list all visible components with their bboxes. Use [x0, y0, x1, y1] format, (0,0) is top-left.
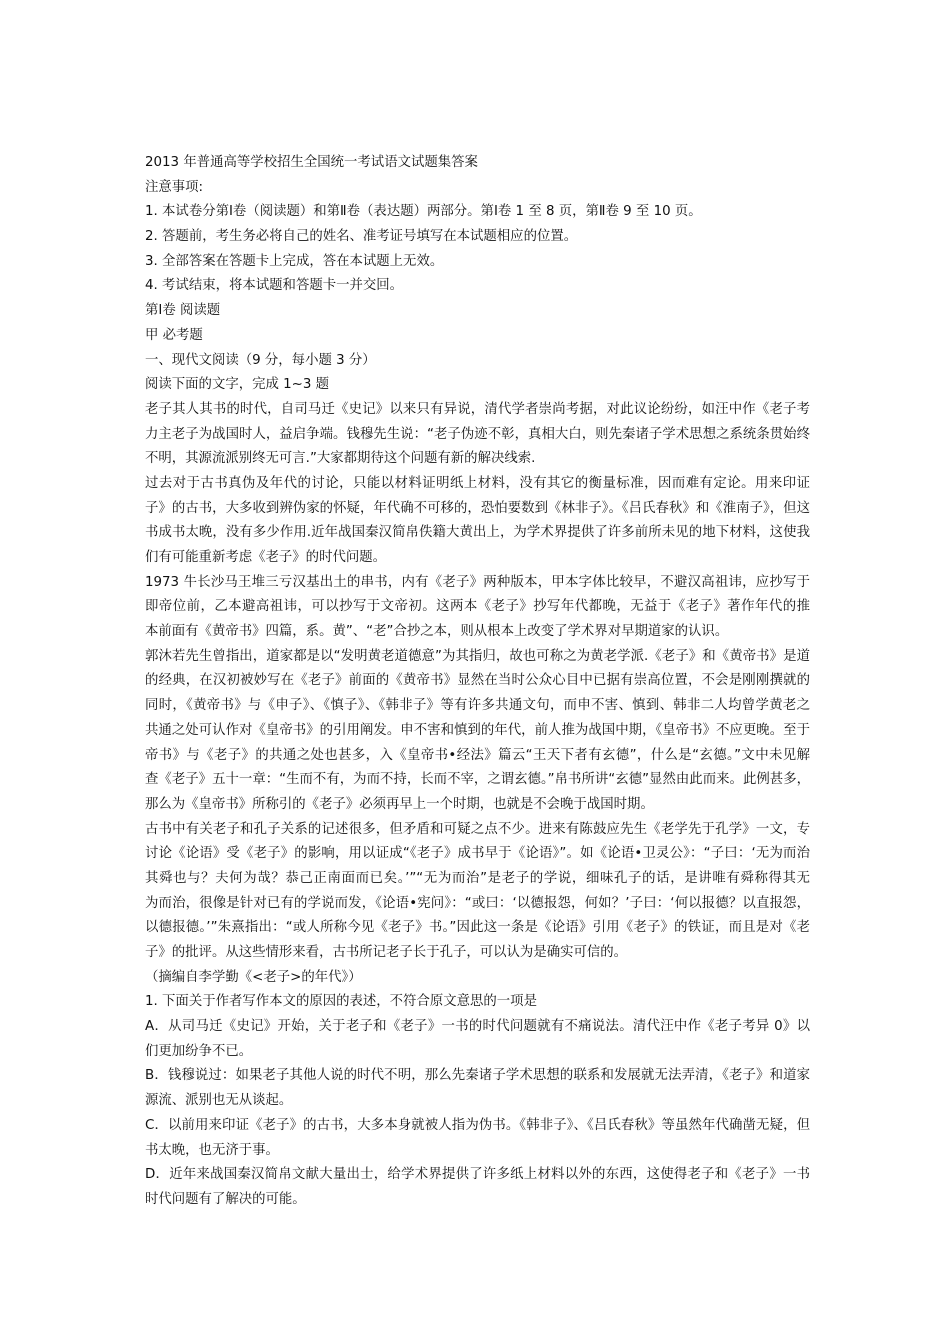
- text-line: 子》的古书，大多收到辨伪家的怀疑，年代确不可移的，恐怕要数到《林非子》。《吕氏春秋》和《淮南子》，但这: [145, 500, 810, 516]
- text-line: D．近年来战国秦汉简帛文献大量出士，给学术界提供了许多纸上材料以外的东西，这使得老子和《老子》一书: [145, 1167, 810, 1183]
- text-line: 书成书太晚，没有多少作用.近年战国秦汉简帛佚籍大黄出上，为学术界提供了许多前所未见的地下材料，这使我: [145, 525, 810, 541]
- text-line: 以德报德。’”朱熹指出：“或人所称今见《老子》书。”因此这一条是《论语》引用《老子》的铁证，而且是对《老: [145, 920, 810, 936]
- text-line: （摘编自李学勤《<老子>的年代》）: [145, 969, 362, 985]
- text-line: 1. 本试卷分第Ⅰ卷（阅读题）和第Ⅱ卷（表达题）两部分。第Ⅰ卷 1 至 8 页，第Ⅱ卷 9 至 10 页。: [145, 204, 702, 220]
- text-line: 子》的批评。从这些情形来看，古书所记老子长于孔子，可以认为是确实可信的。: [145, 945, 628, 960]
- text-line: 2. 答题前，考生务必将自己的姓名、准考证号填写在本试题相应的位置。: [145, 229, 578, 245]
- text-line: 一、现代文阅读（9 分，每小题 3 分）: [145, 352, 376, 368]
- text-line: 共通之处可认作对《皇帝书》的引用阐发。申不害和慎到的年代，前人推为战国中期，《皇帝书》不应更晚。至于: [145, 722, 810, 738]
- text-line: 古书中有关老子和孔子关系的记述很多，但矛盾和可疑之点不少。进来有陈鼓应先生《老学先于孔学》一文，专: [145, 821, 810, 837]
- text-line: 源流、派别也无从谈起。: [145, 1093, 293, 1109]
- text-line: 为而治，很像是针对已有的学说而发，《论语•宪问》：“或曰：‘以德报怨，何如？’子曰：‘何以报德？以直报怨，: [145, 895, 810, 911]
- text-line: 1973 牛长沙马王堆三亏汉基出土的串书，内有《老子》两种版本，甲本字体比较早，不避汉高祖讳，应抄写于: [145, 574, 810, 590]
- text-line: 1. 下面关于作者写作本文的原因的表述，不符合原文意思的一项是: [145, 994, 537, 1010]
- text-line: 帝书》与《老子》的共通之处也甚多，入《皇帝书•经法》篇云“王天下者有玄德”，什么是“玄德。”文中未见解: [145, 747, 810, 763]
- text-line: 们更加纷争不已。: [145, 1043, 253, 1059]
- text-line: 不明，其源流派别终无可言.”大家都期待这个问题有新的解决线索.: [145, 451, 536, 467]
- text-line: 老子其人其书的时代，自司马迁《史记》以来只有异说，清代学者崇尚考据，对此议论纷纷，如汪中作《老子考: [145, 401, 810, 417]
- text-line: 力主老子为战国时人，益启争端。钱穆先生说：“老子伪迹不彰，真相大白，则先秦诸子学术思想之系统条贯始终: [145, 426, 810, 442]
- text-line: 注意事项:: [145, 179, 204, 195]
- text-line: 们有可能重新考虑《老子》的时代问题。: [145, 550, 387, 565]
- text-line: 3. 全部答案在答题卡上完成，答在本试题上无效。: [145, 253, 444, 269]
- text-line: 书太晚，也无济于事。: [145, 1142, 279, 1158]
- document-page: [145, 151, 810, 1213]
- text-line: A．从司马迁《史记》开始，关于老子和《老子》一书的时代问题就有不痛说法。清代汪中作《老子考异 0》以: [145, 1019, 810, 1035]
- text-line: 阅读下面的文字，完成 1~3 题: [145, 377, 330, 393]
- text-line: 本前面有《黄帝书》四篇，系。黄”、“老”合抄之本，则从根本上改变了学术界对早期道家的认识。: [145, 624, 729, 640]
- text-line: 的经典，在汉初被妙写在《老子》前面的《黄帝书》显然在当时公众心目中已据有崇高位置，不会是刚刚撰就的: [145, 673, 810, 689]
- text-line: 2013 年普通高等学校招生全国统一考试语文试题集答案: [145, 155, 478, 170]
- text-line: 其舜也与？夫何为哉？恭己正南面而已矣。’”“无为而治”是老子的学说，细味孔子的话，是讲唯有舜称得其无: [145, 870, 810, 886]
- text-line: 时代问题有了解决的可能。: [145, 1191, 306, 1207]
- text-line: 那么为《皇帝书》所称引的《老子》必须再早上一个时期，也就是不会晚于战国时期。: [145, 796, 654, 812]
- text-line: 即帝位前，乙本避高祖讳，可以抄写于文帝初。这两本《老子》抄写年代都晚，无益于《老子》著作年代的推: [145, 599, 810, 615]
- text-line: 第Ⅰ卷 阅读题: [145, 303, 221, 319]
- text-line: 讨论《论语》受《老子》的影响，用以证成“《老子》成书早于《论语》”。如《论语•卫灵公》：“子曰：‘无为而治: [145, 846, 810, 862]
- text-line: C．以前用来印证《老子》的古书，大多本身就被人指为伪书。《韩非子》、《吕氏春秋》等虽然年代确凿无疑，但: [145, 1117, 810, 1133]
- text-line: 郭沐若先生曾指出，道家都是以“发明黄老道德意”为其指归，故也可称之为黄老学派.《老子》和《黄帝书》是道: [145, 648, 810, 664]
- text-line: 查《老子》五十一章：“生而不有，为而不持，长而不宰，之谓玄德。”帛书所讲“玄德”显然由此而来。此例甚多，: [145, 772, 810, 788]
- text-line: 甲 必考题: [145, 327, 203, 343]
- text-line: 过去对于古书真伪及年代的讨论，只能以材料证明纸上材料，没有其它的衡量标准，因而难有定论。用来印证: [145, 475, 810, 491]
- text-line: 同时，《黄帝书》与《申子》、《慎子》、《韩非子》等有许多共通文句，而申不害、慎到、韩非二人均曾学黄老之: [145, 698, 810, 714]
- text-line: 4. 考试结束，将本试题和答题卡一并交回。: [145, 278, 404, 294]
- text-line: B．钱穆说过：如果老子其他人说的时代不明，那么先秦诸子学术思想的联系和发展就无法弄清，《老子》和道家: [145, 1068, 810, 1084]
